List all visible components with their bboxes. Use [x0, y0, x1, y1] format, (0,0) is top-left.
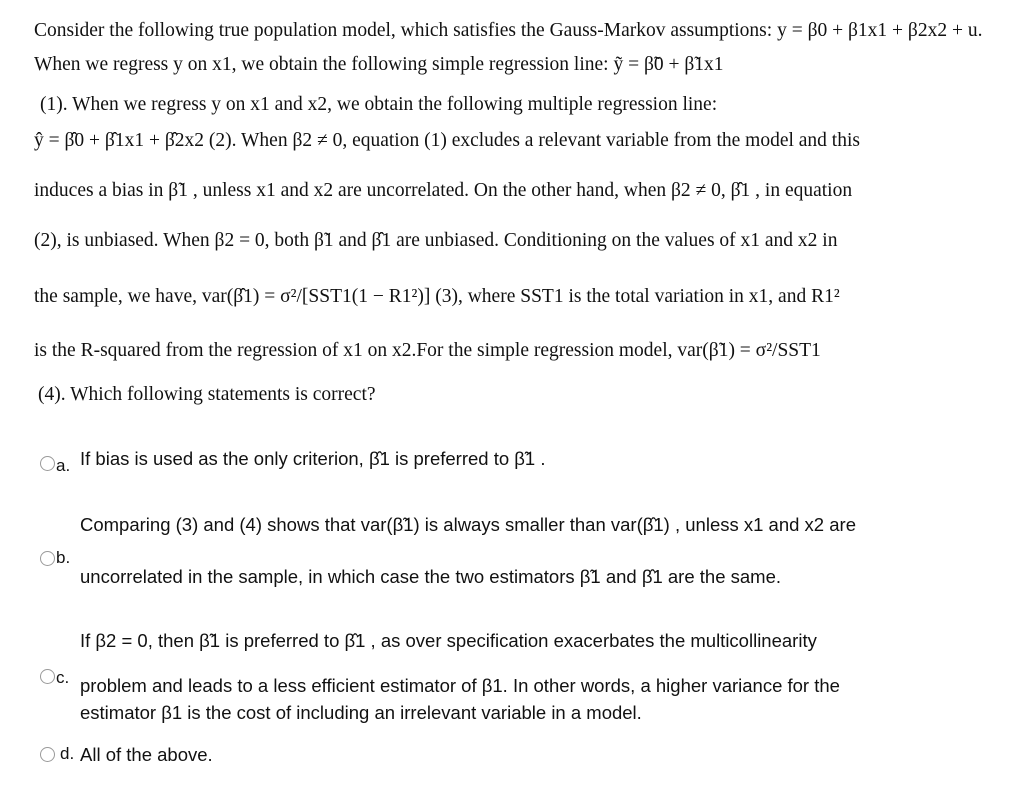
question-line-9: (4). Which following statements is correct? — [38, 384, 376, 405]
option-b-line-2: uncorrelated in the sample, in which case the two estimators β̃1 and β̂1 are the same. — [80, 566, 782, 587]
radio-c[interactable] — [40, 669, 55, 684]
question-line-2: When we regress y on x1, we obtain the following simple regression line: ỹ = β̃0 + β̃1x1 — [34, 54, 724, 75]
option-c-line-2: problem and leads to a less efficient estimator of β1. In other words, a higher variance for the — [80, 675, 840, 696]
option-d-text: All of the above. — [80, 744, 213, 765]
option-a-text: If bias is used as the only criterion, β̂1 is preferred to β̃1 . — [80, 448, 546, 469]
option-c-letter: c. — [56, 668, 70, 687]
question-line-4: ŷ = β̂0 + β̂1x1 + β̂2x2 (2). When β2 ≠ 0, equation (1) excludes a relevant variable from the model and this — [34, 130, 860, 151]
question-line-3: (1). When we regress y on x1 and x2, we obtain the following multiple regression line: — [40, 94, 718, 115]
option-c-line-1: If β2 = 0, then β̃1 is preferred to β̂1 , as over specification exacerbates the multicollinearity — [80, 630, 817, 651]
option-b-letter: b. — [56, 548, 71, 567]
option-a-letter: a. — [56, 456, 71, 475]
question-line-5: induces a bias in β̃1 , unless x1 and x2 are uncorrelated. On the other hand, when β2 ≠ 0, β̂1 , in equation — [34, 180, 853, 201]
option-d-letter: d. — [60, 744, 75, 763]
question-line-1: Consider the following true population model, which satisfies the Gauss-Markov assumptions: y = β0 + β1x1 + β2x2 + u. — [34, 20, 983, 41]
option-c-line-3: estimator β1 is the cost of including an irrelevant variable in a model. — [80, 702, 642, 723]
question-line-6: (2), is unbiased. When β2 = 0, both β̃1 and β̂1 are unbiased. Conditioning on the values of x1 and x2 in — [34, 230, 838, 251]
radio-b[interactable] — [40, 551, 55, 566]
radio-a[interactable] — [40, 456, 55, 471]
question-line-8: is the R-squared from the regression of x1 on x2.For the simple regression model, var(β̃1) = σ²/SST1 — [34, 340, 821, 361]
option-b-line-1: Comparing (3) and (4) shows that var(β̃1) is always smaller than var(β̂1) , unless x1 and x2 are — [80, 514, 856, 535]
radio-d[interactable] — [40, 747, 55, 762]
question-line-7: the sample, we have, var(β̂1) = σ²/[SST1(1 − R1²)] (3), where SST1 is the total variation in x1, and R1² — [34, 286, 840, 307]
